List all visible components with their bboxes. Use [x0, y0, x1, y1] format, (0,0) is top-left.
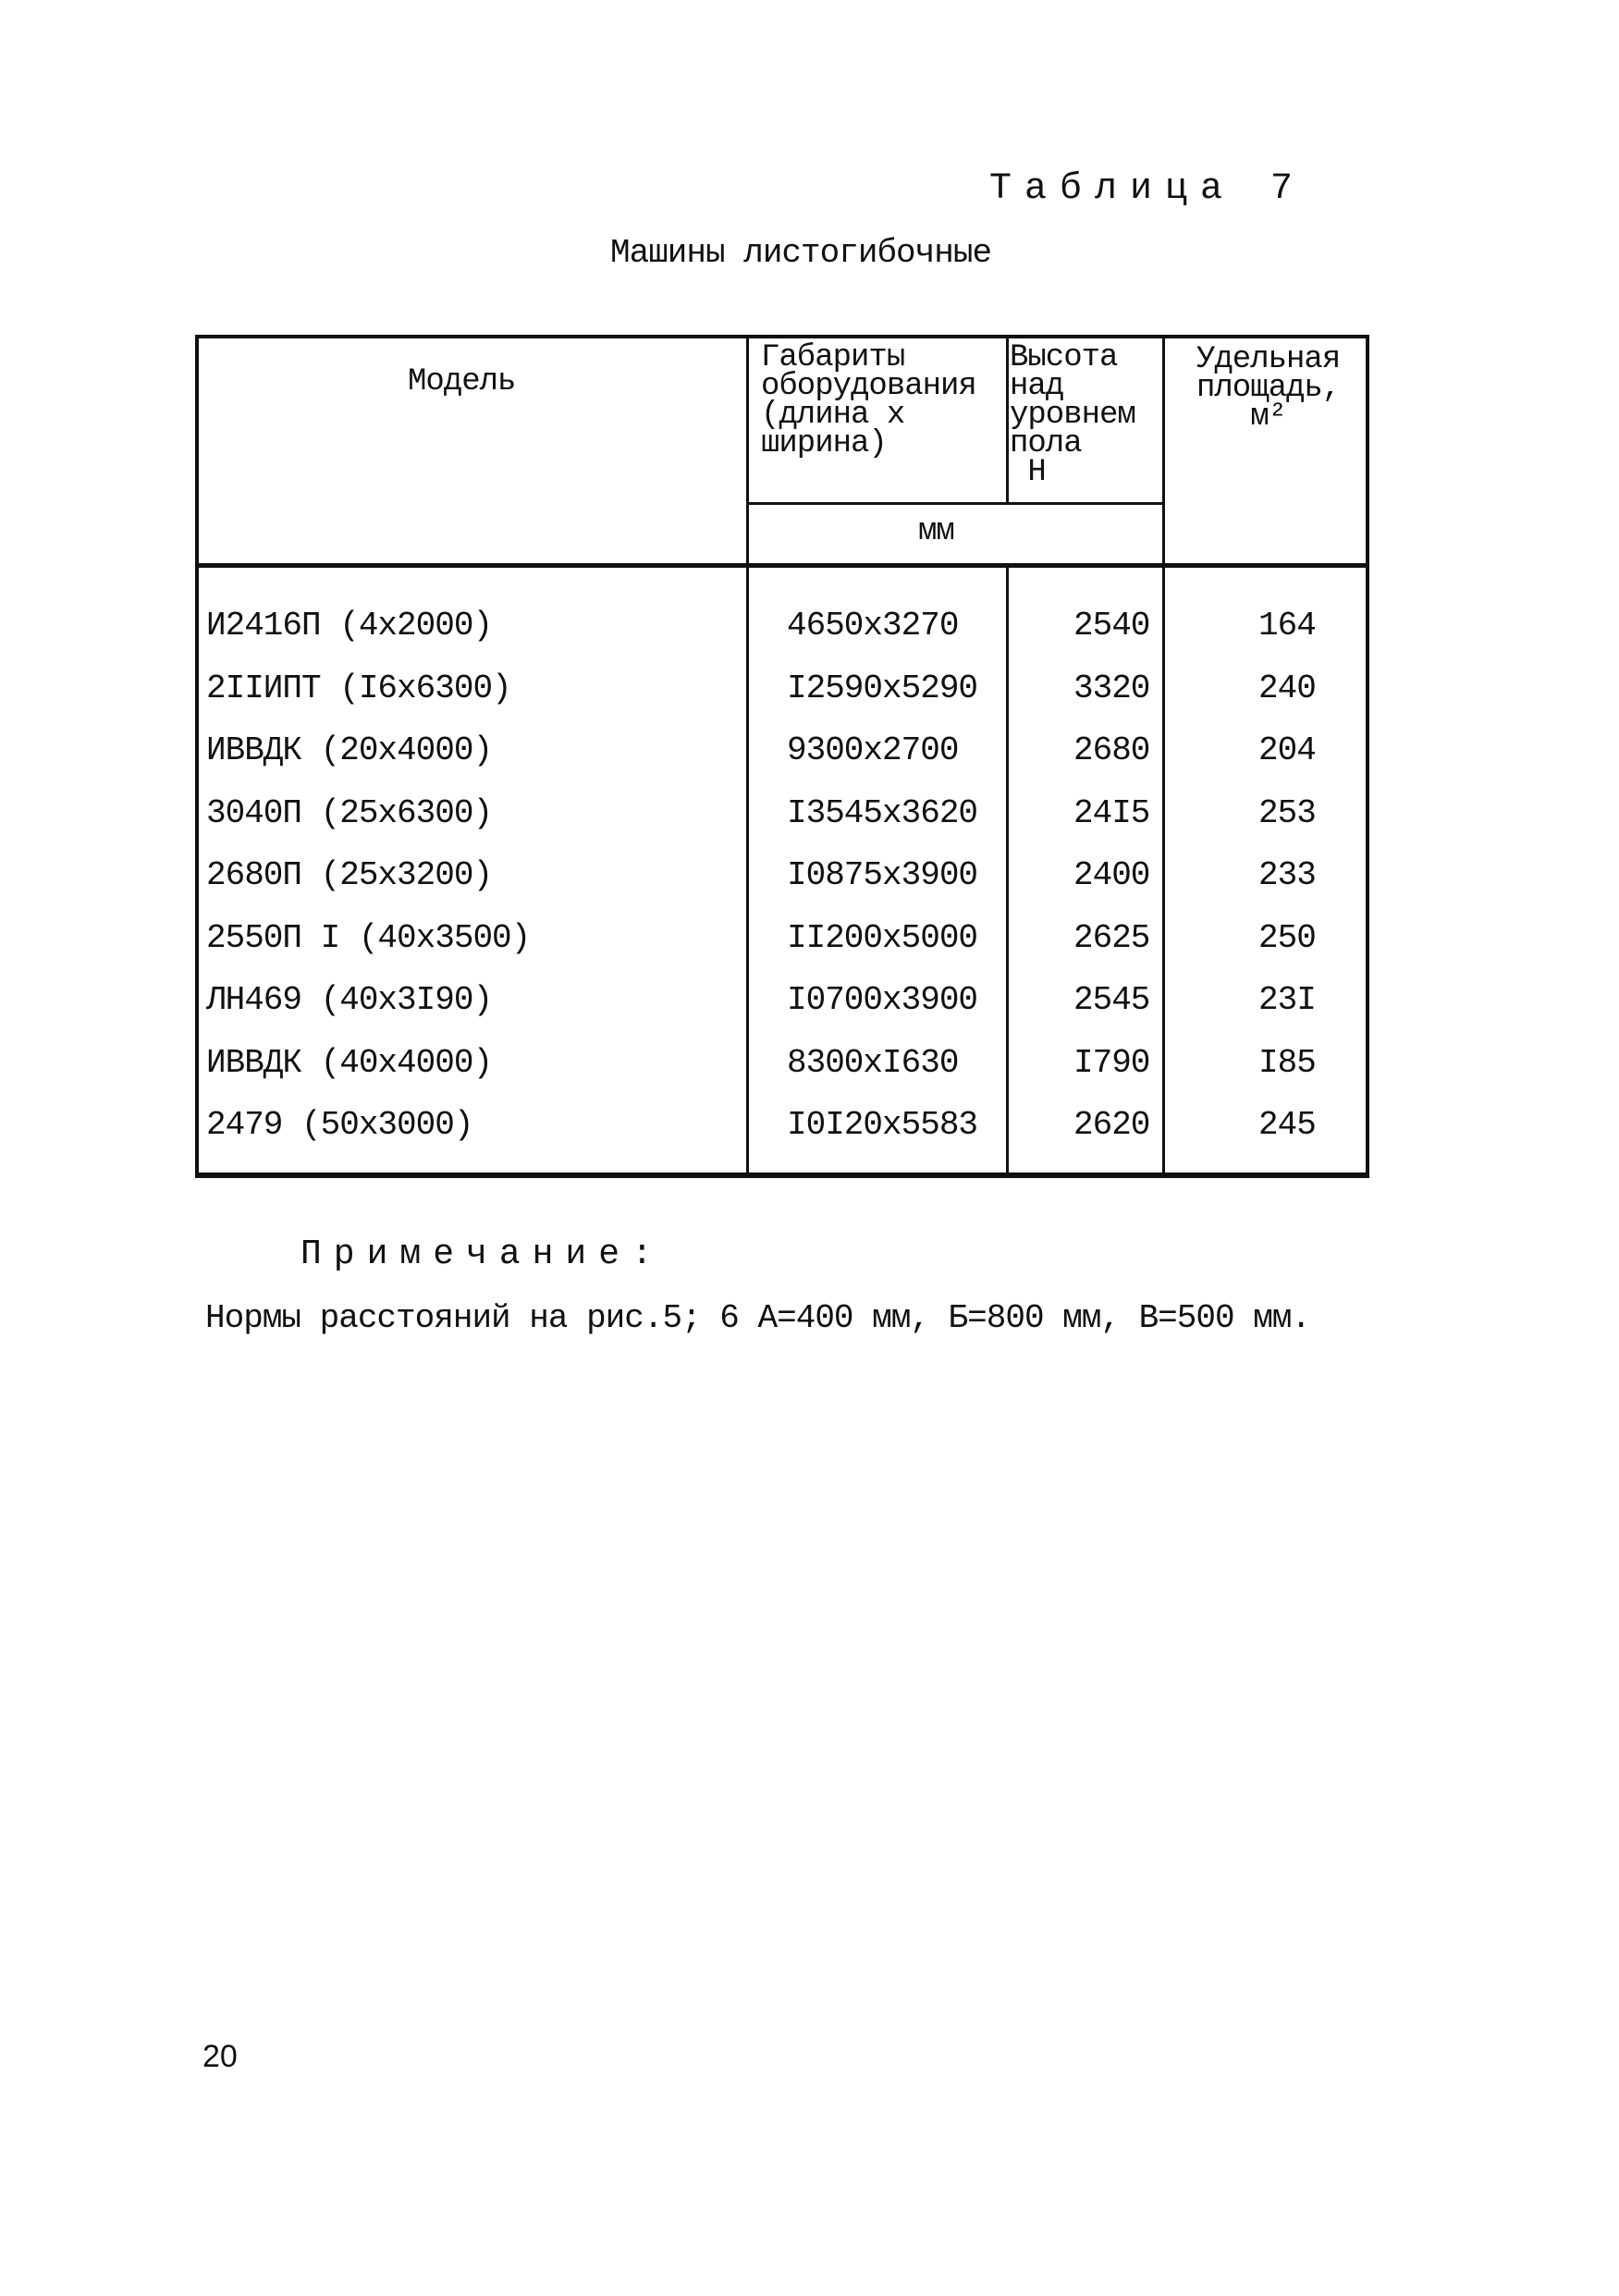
cell-model: 2IIИПТ (I6x6300) [206, 669, 511, 707]
unit-row-divider [746, 502, 1165, 505]
cell-height: 24I5 [1073, 793, 1150, 832]
cell-area: I85 [1258, 1043, 1316, 1082]
table-border-top [195, 335, 1369, 338]
table-border-right [1366, 335, 1369, 1178]
cell-height: 2400 [1073, 856, 1150, 894]
cell-dimensions: I0875x3900 [787, 856, 978, 894]
equipment-table [195, 335, 1369, 1178]
cell-dimensions: 8300xI630 [787, 1043, 959, 1082]
header-separator [195, 563, 1369, 568]
cell-area: 250 [1258, 918, 1316, 957]
page-number: 20 [202, 2039, 238, 2074]
cell-model: 2680П (25x3200) [206, 856, 493, 894]
cell-height: 2545 [1073, 981, 1150, 1019]
cell-height: 2680 [1073, 731, 1150, 769]
cell-dimensions: II200x5000 [787, 918, 978, 957]
unit-cell-gap [1006, 504, 1009, 563]
cell-dimensions: 9300x2700 [787, 731, 959, 769]
cell-model: И2416П (4x2000) [206, 607, 493, 645]
cell-model: 3040П (25x6300) [206, 793, 493, 832]
cell-height: 2625 [1073, 918, 1150, 957]
cell-model: 2550П I (40x3500) [206, 918, 531, 957]
cell-dimensions: I3545x3620 [787, 793, 978, 832]
cell-area: 245 [1258, 1106, 1316, 1144]
cell-area: 164 [1258, 607, 1316, 645]
column-divider [746, 335, 749, 1176]
cell-height: I790 [1073, 1043, 1150, 1082]
cell-model: 2479 (50x3000) [206, 1106, 473, 1144]
cell-dimensions: 4650x3270 [787, 607, 959, 645]
column-header-dimensions: Габариты оборудования (длина х ширина) [761, 340, 976, 461]
cell-height: 2620 [1073, 1106, 1150, 1144]
cell-area: 253 [1258, 793, 1316, 832]
column-header-area: Удельная площадь, м² [1196, 342, 1341, 435]
cell-dimensions: I2590x5290 [787, 669, 978, 707]
note-text: Нормы расстояний на рис.5; 6 А=400 мм, Б=800 мм, В=500 мм. [205, 1299, 1311, 1337]
column-header-model: Модель [408, 364, 516, 399]
cell-model: ИВВДК (20x4000) [206, 731, 493, 769]
cell-area: 240 [1258, 669, 1316, 707]
table-number: Таблица 7 [989, 168, 1306, 210]
cell-area: 233 [1258, 856, 1316, 894]
column-header-height: Высота над уровнем пола Н [1010, 340, 1135, 490]
cell-dimensions: I0I20x5583 [787, 1106, 978, 1144]
unit-label: мм [918, 514, 954, 549]
table-title: Машины листогибочные [610, 234, 992, 272]
cell-height: 2540 [1073, 607, 1150, 645]
column-divider [1006, 335, 1009, 1176]
cell-dimensions: I0700x3900 [787, 981, 978, 1019]
cell-area: 204 [1258, 731, 1316, 769]
cell-model: ИВВДК (40x4000) [206, 1043, 493, 1082]
cell-height: 3320 [1073, 669, 1150, 707]
column-divider [1162, 335, 1165, 1176]
note-title: Примечание: [300, 1234, 665, 1274]
table-border-bottom [195, 1173, 1369, 1178]
table-border-left [195, 335, 199, 1178]
cell-area: 23I [1258, 981, 1316, 1019]
cell-model: ЛН469 (40x3I90) [206, 981, 493, 1019]
